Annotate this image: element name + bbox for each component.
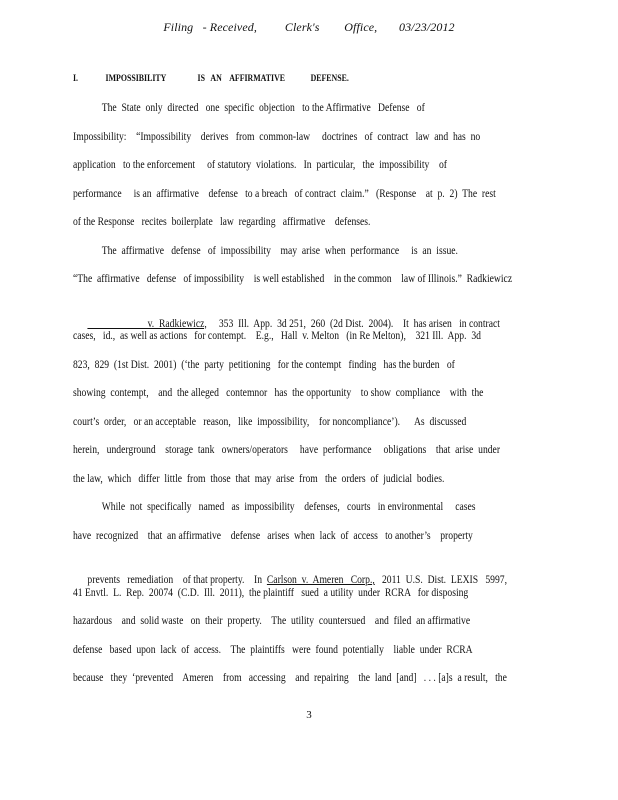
text-line-underlined-case xyxy=(73,556,507,586)
case-name-underlined: v. Radkiewicz, xyxy=(87,317,207,330)
section-heading: I. IMPOSSIBILITY IS AN AFFIRMATIVE DEFENSE. xyxy=(73,73,349,84)
text-line: because they ‘prevented Ameren from accessing and repairing the land [and] . . . [a]s a result, the xyxy=(73,672,507,684)
text-line: defense based upon lack of access. The plaintiffs were found potentially liable under RCRA xyxy=(73,643,473,656)
text-line: performance is an affirmative defense to a breach of contract claim.” (Response at p. 2) The rest xyxy=(73,187,496,200)
text-line: 823, 829 (1st Dist. 2001) (‘the party petitioning for the contempt finding has the burden of xyxy=(73,358,455,371)
text-line: have recognized that an affirmative defense arises when lack of access to another’s property xyxy=(73,529,473,542)
text-line: The State only directed one specific objection to the Affirmative Defense of xyxy=(73,102,425,114)
text-line: of the Response recites boilerplate law regarding affirmative defenses. xyxy=(73,216,371,228)
text-line: While not specifically named as impossibility defenses, courts in environmental cases xyxy=(73,501,476,513)
case-name-underlined: Carlson v. Ameren Corp., xyxy=(266,574,375,586)
case-citation: 353 Ill. App. 3d 251, 260 (2d Dist. 2004). It has arisen in contract xyxy=(206,317,500,330)
text-line: hazardous and solid waste on their property. The utility countersued and filed an affirmative xyxy=(73,615,471,627)
text-line: court’s order, or an acceptable reason, like impossibility, for noncompliance’). As discussed xyxy=(73,415,467,428)
filing-stamp-header: Filing - Received, Clerk's Office, 03/23/2012 xyxy=(163,20,455,34)
text-line: herein, underground storage tank owners/operators have performance obligations that arise under xyxy=(73,444,501,456)
text-line: the law, which differ little from those that may arise from the orders of judicial bodies. xyxy=(73,472,445,485)
text-line: application to the enforcement of statutory violations. In particular, the impossibility of xyxy=(73,159,447,171)
text-line: Impossibility: “Impossibility derives from common-law doctrines of contract law and has no xyxy=(73,130,481,143)
text-line: “The affirmative defense of impossibility is well established in the common law of Illinois.” Radkiewicz xyxy=(73,273,513,285)
text-line: 41 Envtl. L. Rep. 20074 (C.D. Ill. 2011), the plaintiff sued a utility under RCRA for disposing xyxy=(73,586,469,599)
text-segment: 2011 U.S. Dist. LEXIS 5997, xyxy=(374,574,507,586)
text-segment: prevents remediation of that property. In xyxy=(87,574,267,586)
text-line: showing contempt, and the alleged contemnor has the opportunity to show compliance with the xyxy=(73,387,484,399)
text-line-underlined-case xyxy=(73,300,500,330)
text-line: cases, id., as well as actions for contempt. E.g., Hall v. Melton (in Re Melton), 321 Ill. App. 3d xyxy=(73,330,481,342)
text-line: The affirmative defense of impossibility may arise when performance is an issue. xyxy=(73,244,458,257)
page-number: 3 xyxy=(306,709,312,721)
